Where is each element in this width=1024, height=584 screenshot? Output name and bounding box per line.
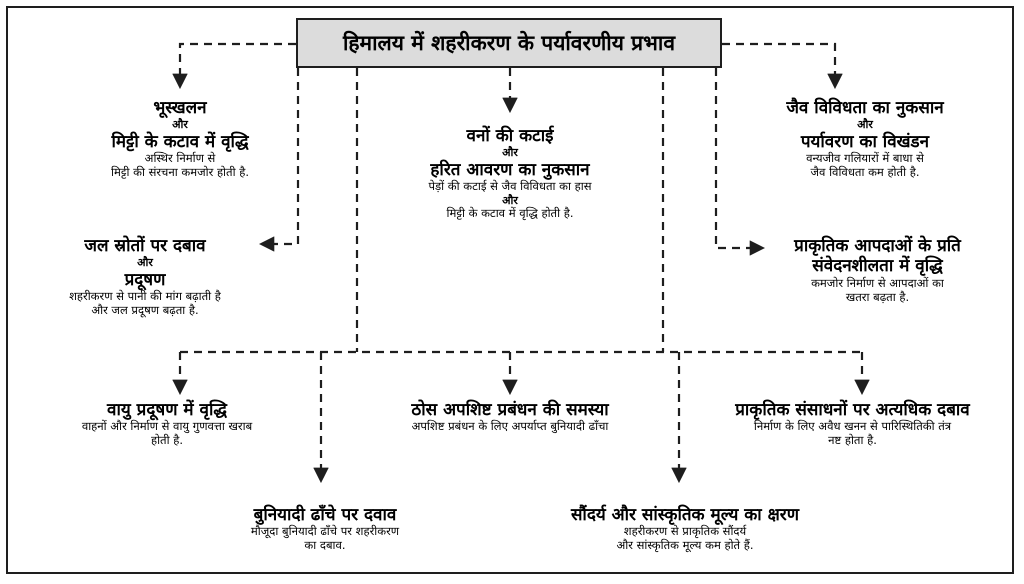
node-infrastructure-desc: मौजूदा बुनियादी ढाँचे पर शहरीकरण bbox=[250, 524, 400, 539]
node-infrastructure-title: बुनियादी ढाँचे पर दवाव bbox=[253, 505, 397, 525]
node-biodiversity-conj: और bbox=[857, 118, 873, 132]
node-forest-desc: पेड़ों की कटाई से जैव विविधता का हास bbox=[428, 178, 592, 193]
node-air bbox=[22, 400, 312, 448]
node-forest-conj: और bbox=[502, 146, 518, 160]
node-forest-desc-conj: और bbox=[502, 193, 518, 207]
node-landslide-title: भूस्खलन bbox=[153, 98, 207, 118]
node-water-title-2: प्रदूषण bbox=[124, 269, 166, 290]
node-culture-desc: शहरीकरण से प्राकृतिक सौंदर्य bbox=[623, 524, 747, 539]
node-landslide bbox=[60, 98, 300, 180]
node-forest-title-2: हरित आवरण का नुकसान bbox=[430, 159, 590, 180]
node-resources-desc: निर्माण के लिए अवैध खनन से पारिस्थितिकी तंत्र bbox=[753, 419, 952, 434]
node-biodiversity-title-2: पर्यावरण का विखंडन bbox=[800, 131, 930, 152]
node-disaster-title: प्राकृतिक आपदाओं के प्रति bbox=[794, 236, 961, 256]
node-biodiversity-desc-2: जैव विविधता कम होती है. bbox=[810, 164, 920, 179]
node-infrastructure-desc-2: का दबाव. bbox=[304, 538, 346, 553]
node-resources bbox=[695, 400, 1010, 448]
node-biodiversity-desc: वन्यजीव गलियारों में बाधा से bbox=[806, 150, 924, 165]
node-landslide-desc: अस्थिर निर्माण से bbox=[144, 150, 216, 165]
connector-landslide bbox=[180, 44, 296, 86]
node-resources-desc-2: नष्ट होता है. bbox=[828, 433, 877, 448]
node-waste-title: ठोस अपशिष्ट प्रबंधन की समस्या bbox=[411, 400, 609, 420]
node-forest bbox=[370, 126, 650, 221]
node-waste-desc: अपशिष्ट प्रबंधन के लिए अपर्याप्त बुनियादी ढाँचा bbox=[411, 419, 609, 434]
node-water-desc-2: और जल प्रदूषण बढ़ता है. bbox=[91, 302, 199, 317]
node-landslide-desc-2: मिट्टी की संरचना कमजोर होती है. bbox=[111, 164, 249, 179]
node-culture-title: सौंदर्य और सांस्कृतिक मूल्य का क्षरण bbox=[570, 505, 800, 525]
node-water-conj: और bbox=[137, 256, 153, 270]
node-air-desc: वाहनों और निर्माण से वायु गुणवत्ता खराब bbox=[81, 419, 253, 434]
connector-biodiversity bbox=[722, 44, 835, 86]
node-forest-desc-2: मिट्टी के कटाव में वृद्धि होती है. bbox=[446, 205, 574, 220]
node-forest-title: वनों की कटाई bbox=[466, 126, 554, 146]
node-disaster-desc: कमजोर निर्माण से आपदाओं का bbox=[811, 275, 944, 290]
node-disaster-desc-2: खतरा बढ़ता है. bbox=[845, 289, 910, 304]
node-water-title: जल स्रोतों पर दबाव bbox=[84, 236, 206, 256]
node-air-desc-2: होती है. bbox=[150, 433, 184, 448]
diagram-title: हिमालय में शहरीकरण के पर्यावरणीय प्रभाव bbox=[296, 18, 722, 68]
node-culture bbox=[520, 505, 850, 553]
node-waste bbox=[340, 400, 680, 434]
node-biodiversity-title: जैव विविधता का नुकसान bbox=[786, 98, 944, 118]
node-landslide-conj: और bbox=[172, 118, 188, 132]
node-disaster-title-2: संवेदनशीलता में वृद्धि bbox=[812, 256, 943, 277]
node-resources-title: प्राकृतिक संसाधनों पर अत्यधिक दबाव bbox=[735, 400, 970, 420]
node-disaster bbox=[765, 236, 990, 304]
node-infrastructure bbox=[205, 505, 445, 553]
node-landslide-title-2: मिट्टी के कटाव में वृद्धि bbox=[111, 131, 249, 152]
node-water bbox=[30, 236, 260, 318]
node-culture-desc-2: और सांस्कृतिक मूल्य कम होते हैं. bbox=[616, 538, 754, 553]
node-water-desc: शहरीकरण से पानी की मांग बढ़ाती है bbox=[69, 288, 221, 303]
node-biodiversity bbox=[745, 98, 985, 180]
node-air-title: वायु प्रदूषण में वृद्धि bbox=[107, 400, 227, 420]
